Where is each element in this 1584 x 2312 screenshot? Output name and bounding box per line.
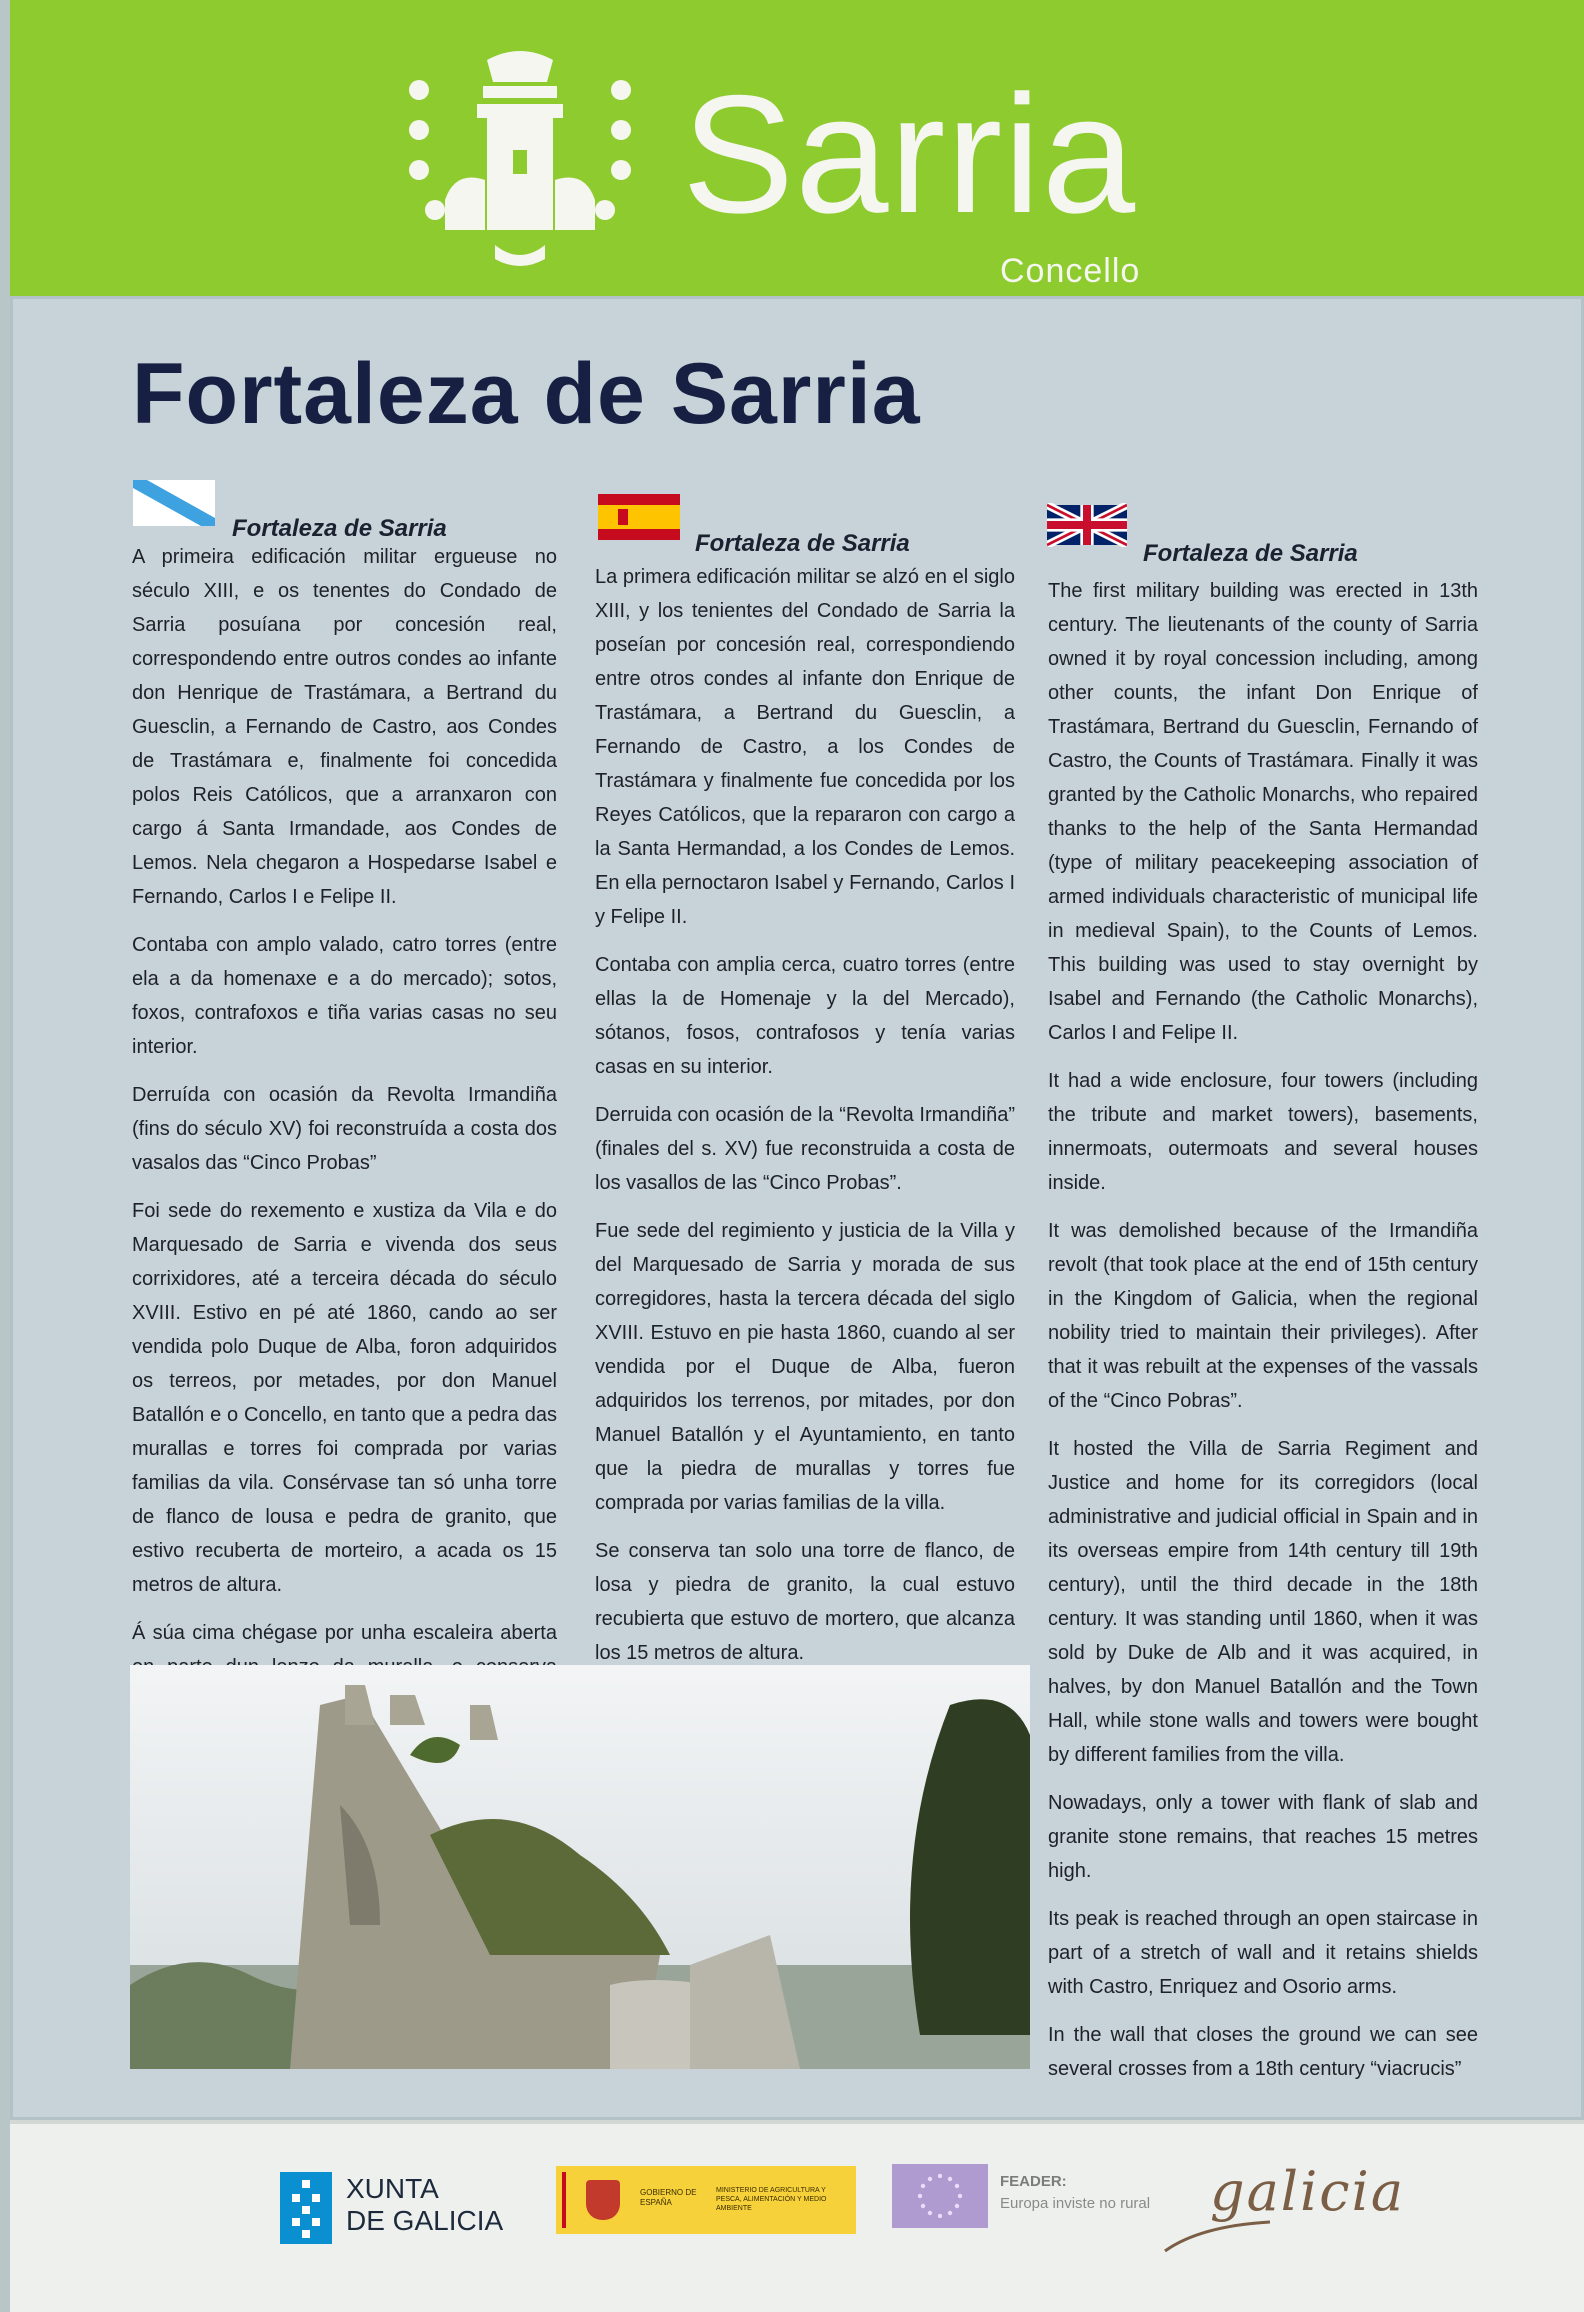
paragraph: A primeira edificación militar ergueuse no século XIII, e os tenentes do Condado de Sarria posuíana por concesión real, correspondendo entre outros condes ao infante don Henrique de Trastámara, a Bertrand du Guesclin, a Fernando de Castro, aos Condes de Trastámara e, finalmente foi concedida polos Reis Católicos, que a arranxaron con cargo á Santa Irmandade, aos Condes de Lemos. Nela chegaron a Hospedarse Isabel e Fernando, Carlos I e Felipe II. [132,546,557,908]
column-subtitle-galician: Fortaleza de Sarria [232,515,447,542]
castle-crest-icon [405,50,635,280]
paragraph: In the wall that closes the ground we can see several crosses from a 18th century “viacrucis” [1048,2024,1478,2080]
galicia-flag-icon [133,480,215,526]
paragraph: It hosted the Villa de Sarria Regiment and Justice and home for its corregidors (local administrative and judicial official in Spain and in its overseas empire from 14th century till 19th century), until the third decade in the 18th century. It was standing until 1860, when it was sold by Duke de Alb and it was acquired, in halves, by don Manuel Batallón and the Town Hall, while stone walls and towers were bought by different families from the villa. [1048,1438,1478,1766]
galicia-logo: galicia [1210,2160,1406,2223]
paragraph: Foi sede do rexemento e xustiza da Vila e do Marquesado de Sarria e vivenda dos seus corrixidores, até a terceira década do século XVIII. Estivo en pé até 1860, cando ao ser vendida polo Duque de Alba, foron adquiridos os terreos, por metades, por don Manuel Batallón e o Concello, en tanto que a pedra das murallas e torres foi comprada por varias familias da vila. Consérvase tan só unha torre de flanco de lousa e pedra de granito, que estivo recuberta de morteiro, a acada os 15 metros de altura. [132,1200,557,1596]
crest-shape-icon [586,2180,620,2220]
paragraph: Its peak is reached through an open staircase in part of a stretch of wall and it retains shields with Castro, Enriquez and Osorio arms. [1048,1908,1478,1998]
column-subtitle-spanish: Fortaleza de Sarria [695,530,910,557]
fortress-photo [130,1665,1030,2069]
feader-title: FEADER: [1000,2173,1067,2190]
paragraph: The first military building was erected in 13th century. The lieutenants of the county of Sarria owned it by royal concession including, among other counts, the infant Don Enrique of Trastámara, Bertrand du Guesclin, Fernando of Castro, the Counts of Trastámara. Finally it was granted by the Catholic Monarchs, who repaired thanks to the help of the Santa Hermandad (type of military peacekeeping association of armed individuals characteristic of municipal life in medieval Spain), to the Counts of Lemos. This building was used to stay overnight by Isabel and Fernando (the Catholic Monarchs), Carlos I and Felipe II. [1048,580,1478,1044]
page-title: Fortaleza de Sarria [132,346,921,442]
column-english [1048,574,1478,2100]
paragraph: It was demolished because of the Irmandiña revolt (that took place at the end of 15th century in the Kingdom of Galicia, when the regional nobility tried to maintain their privileges). After that it was rebuilt at the expenses of the vassals of the “Cinco Pobras”. [1048,1220,1478,1412]
paragraph: Se conserva tan solo una torre de flanco, de losa y piedra de granito, la cual estuvo recubierta que estuvo de mortero, que alcanza los 15 metros de altura. [595,1540,1015,1664]
paragraph: Á súa cima chégase por unha escaleira aberta [132,1622,557,1644]
column-subtitle-english: Fortaleza de Sarria [1143,540,1358,567]
paragraph: Derruida con ocasión de la “Revolta Irmandiña” (finales del s. XV) fue reconstruida a costa de los vasallos de las “Cinco Probas”. [595,1104,1015,1194]
xunta-line1: XUNTA [346,2173,439,2204]
paragraph: Derruída con ocasión da Revolta Irmandiña (fins do século XV) foi reconstruída a costa dos vasalos das “Cinco Probas” [132,1084,557,1174]
spain-flag-icon [598,494,680,540]
uk-flag-icon [1047,503,1127,547]
galicia-swoosh-icon [1160,2216,1280,2256]
column-galician [132,540,557,1848]
xunta-line2: DE GALICIA [346,2205,504,2236]
paragraph: La primera edificación militar se alzó en el siglo XIII, y los tenientes del Condado de Sarria la poseían por concesión real, correspondiendo entre otros condes al infante don Enrique de Trastámara, a Bertrand du Guesclin, a Fernando de Castro, a los Condes de Trastámara y finalmente fue concedida por los Reyes Católicos, que la repararon con cargo a la Santa Hermandad, a los Condes de Lemos. En ella pernoctaron Isabel y Fernando, Carlos I y Felipe II. [595,566,1015,928]
paragraph: Contaba con amplia cerca, cuatro torres (entre ellas la de Homenaje y la del Mercado), sótanos, fosos, contrafosos y tenía varias casas en su interior. [595,954,1015,1078]
paragraph: Nowadays, only a tower with flank of slab and granite stone remains, that reaches 15 metres high. [1048,1792,1478,1882]
brand-subtitle: Concello [1000,252,1141,290]
paragraph: It had a wide enclosure, four towers (including the tribute and market towers), basements, innermoats, outermoats and several houses inside. [1048,1070,1478,1194]
xunta-logo-icon [280,2172,332,2244]
eu-flag-icon [892,2164,988,2228]
feader-subtitle: Europa inviste no rural [1000,2195,1151,2212]
spain-crest-icon [562,2172,566,2228]
government-logo [556,2166,856,2234]
header-band [10,0,1584,330]
gov-text-2: MINISTERIO DE AGRICULTURA Y PESCA, ALIMENTACIÓN Y MEDIO AMBIENTE [716,2187,827,2212]
paragraph: Fue sede del regimiento y justicia de la Villa y del Marquesado de Sarria y morada de sus corregidores, hasta la tercera década del siglo XVIII. Estuvo en pie hasta 1860, cuando al ser vendida por el Duque de Alba, fueron adquiridos los terrenos, por mitades, por don Manuel Batallón y el Ayuntamiento, en tanto que la piedra de murallas y torres fue comprada por varias familias de la villa. [595,1220,1015,1514]
brand-name: Sarria [682,60,1137,248]
gov-text-1: GOBIERNO DE ESPAÑA [640,2188,697,2207]
paragraph: Contaba con amplo valado, catro torres (entre ela a da homenaxe e a do mercado); sotos, foxos, contrafoxos e tiña varias casas no seu interior. [132,934,557,1058]
